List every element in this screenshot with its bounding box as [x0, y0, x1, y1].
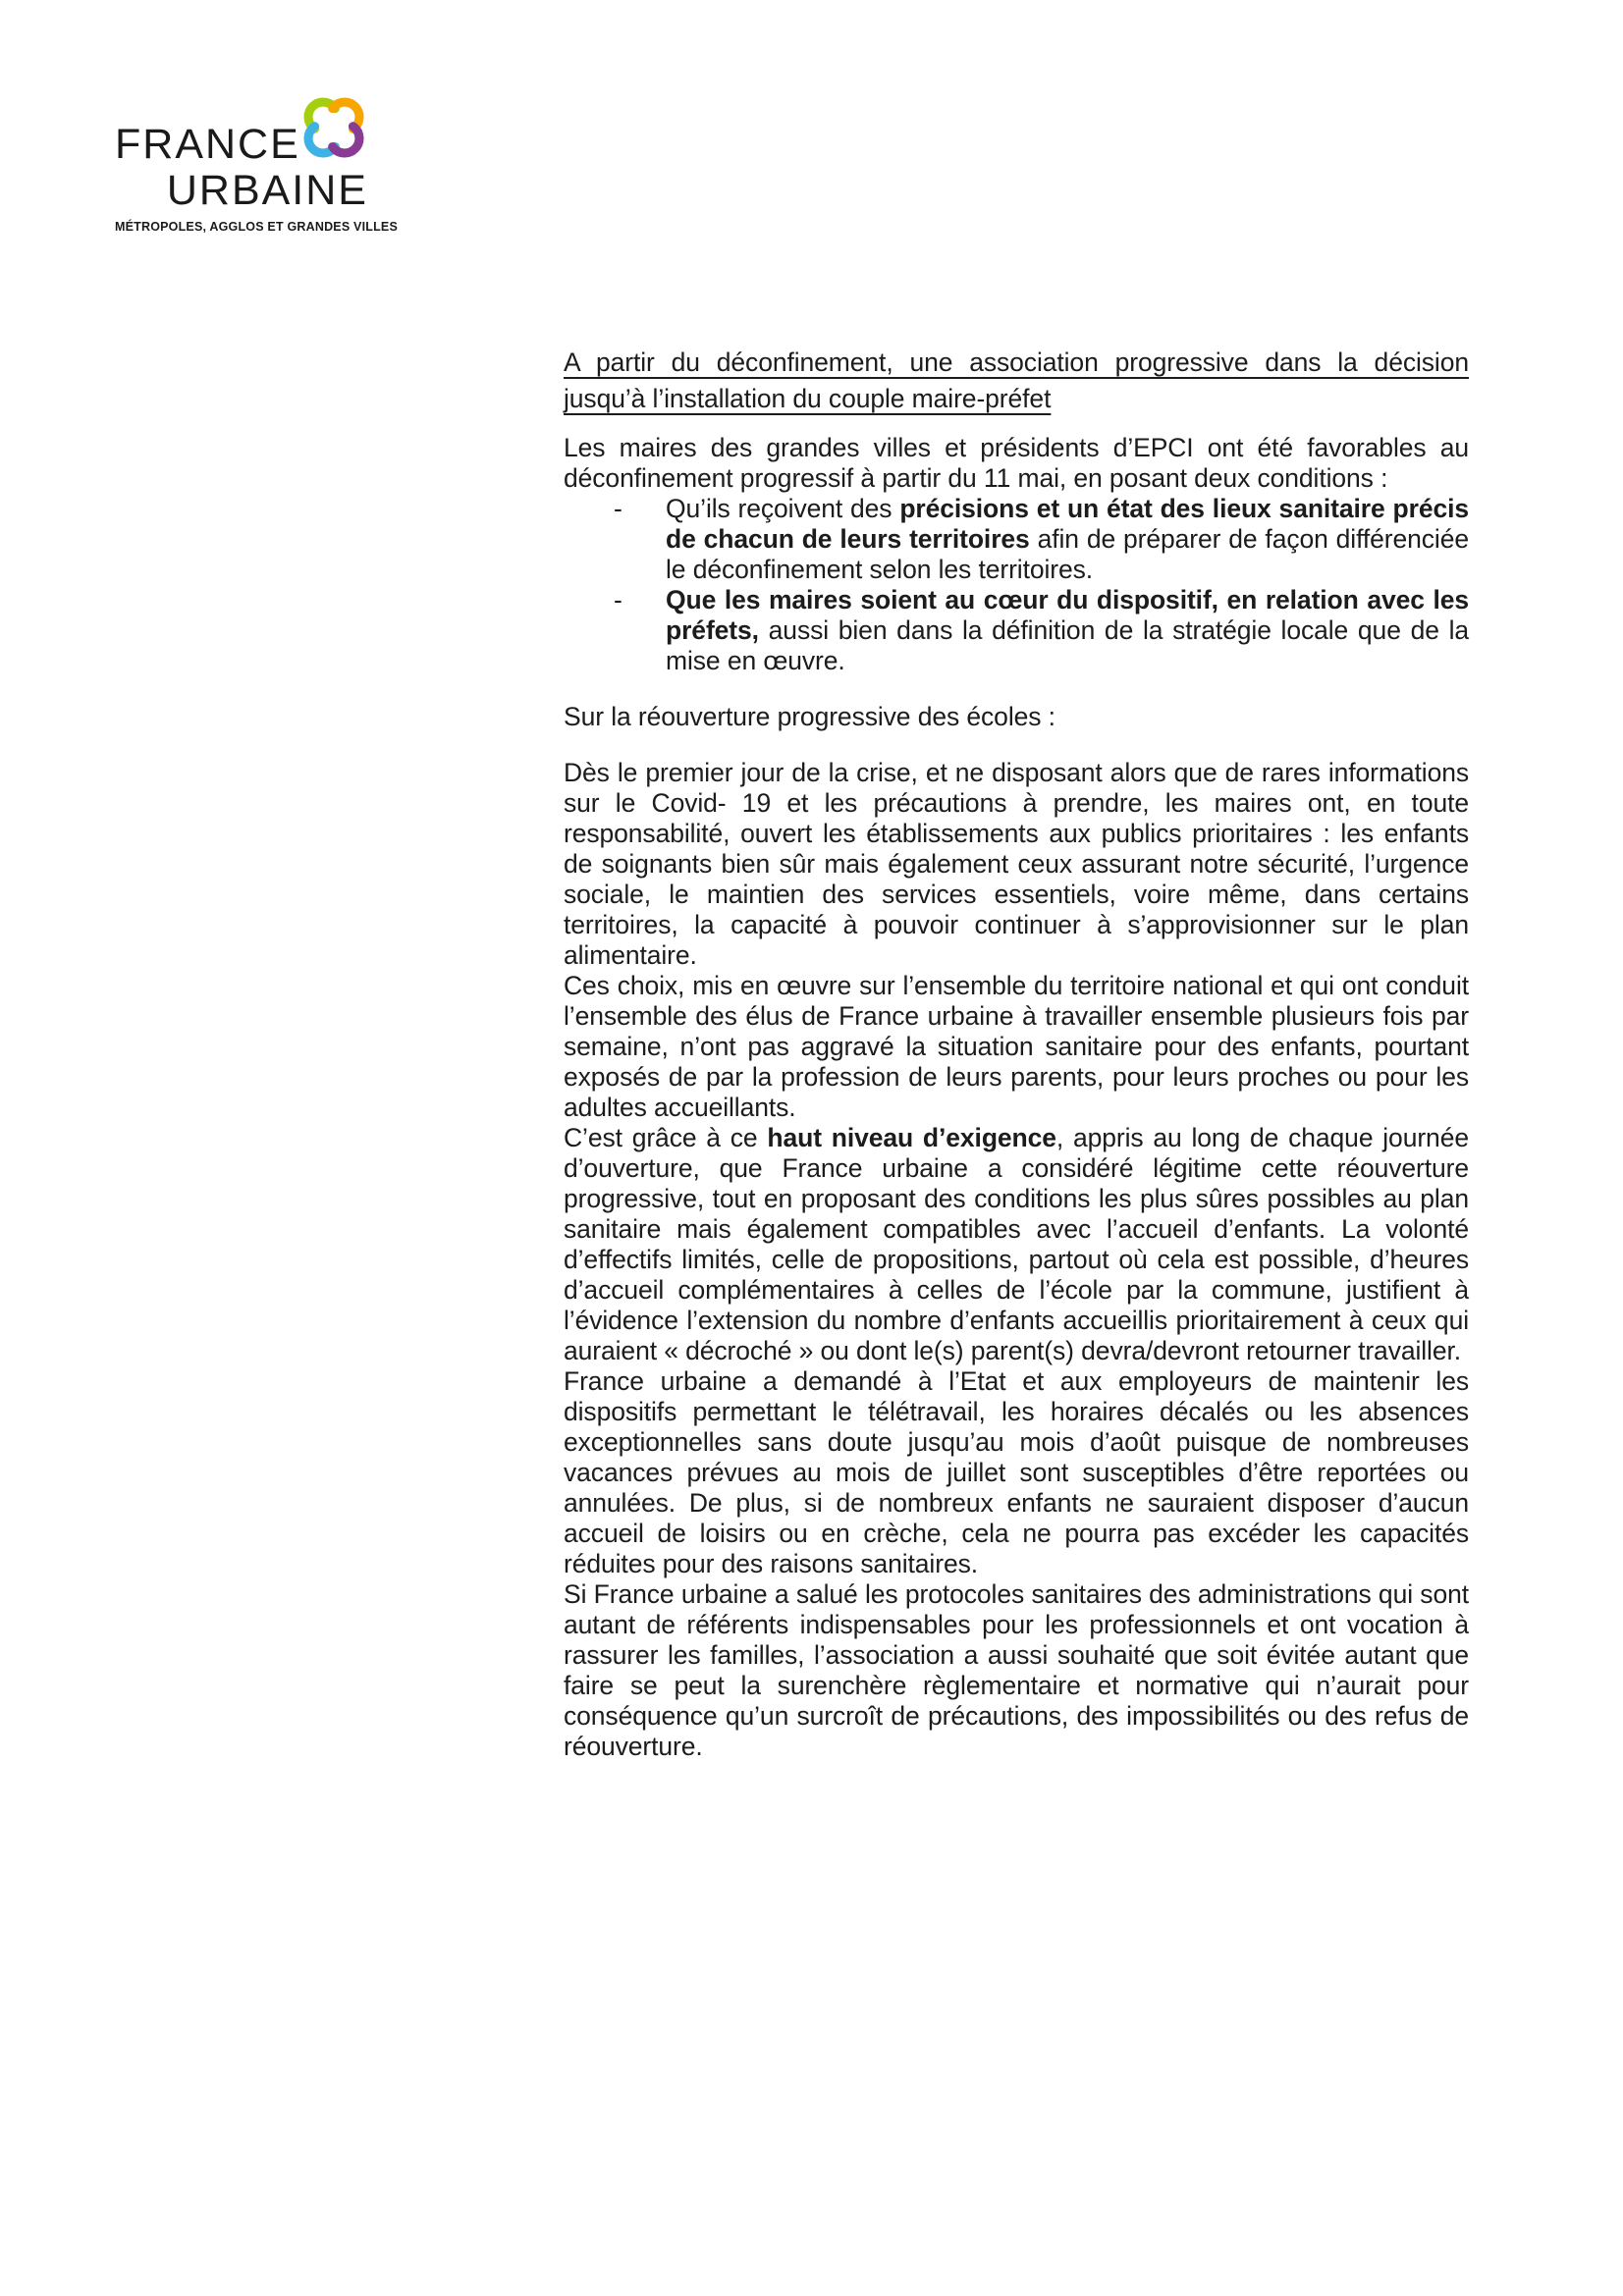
body-paragraph — [564, 1366, 1469, 1579]
bullet-item — [564, 494, 1469, 585]
body-paragraph — [564, 1123, 1469, 1366]
document-body — [564, 345, 1469, 1762]
section-title: Sur la réouverture progressive des écoles : — [564, 702, 1055, 731]
bullet-text-pre: Qu’ils reçoivent des — [666, 494, 900, 523]
france-urbaine-logo — [115, 88, 399, 234]
logo-wordmark-line2: URBAINE — [166, 167, 368, 214]
intro-paragraph: Les maires des grandes villes et présidents d’EPCI ont été favorables au déconfinement progressif à partir du 11 mai, en posant deux conditions : — [564, 433, 1469, 493]
paragraph-text: , appris au long de chaque journée d’ouverture, que France urbaine a considéré légitime cette réouverture progressive, tout en proposant des conditions les plus sûres possibles au plan sanitaire mais également compatibles avec l’accueil d’enfants. La volonté d’effectifs limités, celle de propositions, partout où cela est possible, d’heures d’accueil complémentaires à celles de l’école par la commune, justifient à l’évidence l’extension du nombre d’enfants accueillis prioritairement à ceux qui auraient « décroché » ou dont le(s) parent(s) devra/devront retourner travailler. — [564, 1123, 1469, 1365]
paragraph-text: Si France urbaine a salué les protocoles sanitaires des administrations qui sont autant de référents indispensables pour les professionnels et ont vocation à rassurer les familles, l’association a aussi souhaité que soit évitée autant que faire se peut la surenchère règlementaire et normative qui n’aurait pour conséquence qu’un surcroît de précautions, des impossibilités ou des refus de réouverture. — [564, 1579, 1469, 1761]
body-paragraph — [564, 1579, 1469, 1762]
bullet-text — [666, 494, 1469, 585]
bullet-text — [666, 585, 1469, 676]
bullet-marker: - — [614, 494, 622, 523]
knot-icon — [296, 88, 372, 167]
bullet-item — [564, 585, 1469, 676]
paragraph-emphasis: haut niveau d’exigence — [767, 1123, 1056, 1152]
knot-purple-arc — [333, 127, 359, 153]
bullet-marker: - — [614, 585, 622, 614]
logo-wordmark-line1: FRANCE — [115, 121, 300, 168]
body-paragraph — [564, 971, 1469, 1123]
paragraph-text: Ces choix, mis en œuvre sur l’ensemble du territoire national et qui ont conduit l’ensemble des élus de France urbaine à travailler ensemble plusieurs fois par semaine, n’ont pas aggravé la situation sanitaire pour des enfants, pourtant exposés de par la profession de leurs parents, pour leurs proches ou pour les adultes accueillants. — [564, 971, 1469, 1122]
paragraph-text: C’est grâce à ce — [564, 1123, 768, 1152]
bullet-text-bold: précisions et un état des lieux sanitaire précis de chacun de leurs territoires — [666, 494, 1469, 554]
paragraph-text: Dès le premier jour de la crise, et ne disposant alors que de rares informations sur le Covid- 19 et les précautions à prendre, les maires ont, en toute responsabilité, ouvert les établissements aux publics prioritaires : les enfants de soignants bien sûr mais également ceux assurant notre sécurité, l’urgence sociale, le maintien des services essentiels, voire même, dans certains territoires, la capacité à pouvoir continuer à s’approvisionner sur le plan alimentaire. — [564, 758, 1469, 970]
body-paragraph — [564, 758, 1469, 971]
paragraph-text: France urbaine a demandé à l’Etat et aux employeurs de maintenir les dispositifs permettant le télétravail, les horaires décalés ou les absences exceptionnelles sans doute jusqu’au mois d’août puisque de nombreuses vacances prévues au mois de juillet sont susceptibles d’être reportées ou annulées. De plus, si de nombreux enfants ne sauraient disposer d’aucun accueil de loisirs ou en crèche, cela ne pourra pas excéder les capacités réduites pour des raisons sanitaires. — [564, 1366, 1469, 1578]
logo-tagline: MÉTROPOLES, AGGLOS ET GRANDES VILLES — [115, 220, 399, 234]
document-heading: A partir du déconfinement, une association progressive dans la décision jusqu’à l’installation du couple maire-préfet — [564, 347, 1469, 413]
conditions-list — [564, 494, 1469, 676]
bullet-text-post: afin de préparer de façon différenciée le déconfinement selon les territoires. — [666, 524, 1469, 584]
bullet-text-bold: Que les maires soient au cœur du dispositif, en relation avec les préfets, — [666, 585, 1469, 645]
bullet-text-post: aussi bien dans la définition de la stratégie locale que de la mise en œuvre. — [666, 615, 1469, 675]
